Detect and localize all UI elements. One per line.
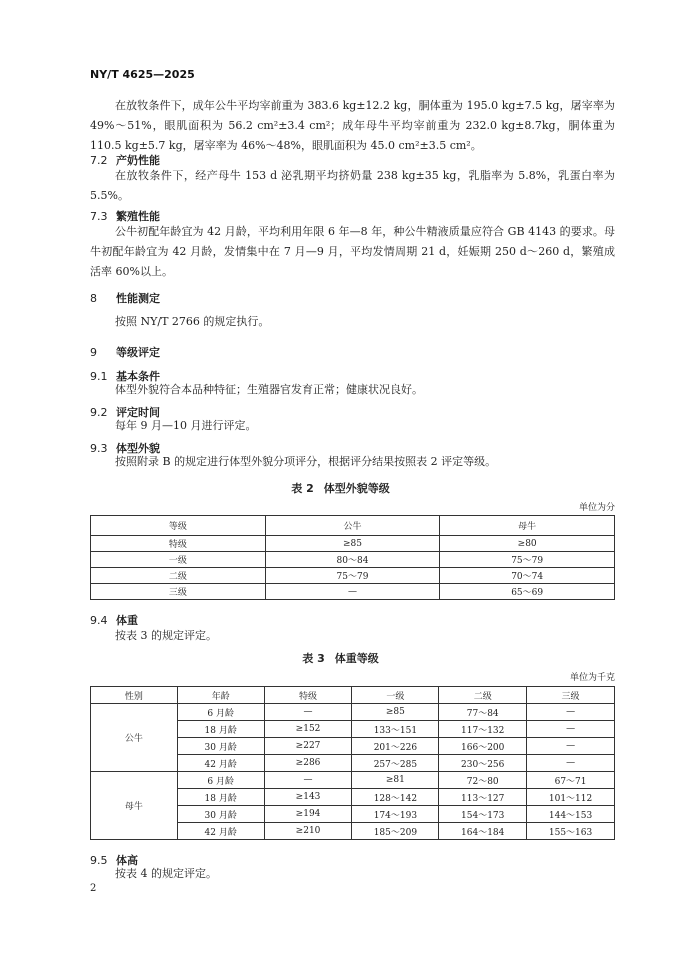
paragraph-milk-performance: 在放牧条件下，经产母牛 153 d 泌乳期平均挤奶量 238 kg±35 kg，乳脂率为 5.8%，乳蛋白率为 5.5%。 [90, 169, 615, 202]
table-row [91, 552, 615, 568]
paragraph-evaluation-time: 每年 9 月—10 月进行评定。 [115, 419, 257, 432]
table-cell: — [264, 772, 352, 789]
table-cell: 75～79 [440, 552, 615, 568]
paragraph-body-height: 按表 4 的规定评定。 [115, 867, 217, 880]
table-cell: 6 月龄 [177, 704, 264, 721]
table-cell: ≥143 [264, 789, 352, 806]
table-cell: 257～285 [352, 755, 439, 772]
table-cell: — [264, 704, 352, 721]
table-title: 体型外貌等级 [323, 482, 390, 495]
table-2-conformation-grades [90, 515, 615, 600]
page-number: 2 [90, 883, 97, 894]
header-cell: 一级 [352, 687, 439, 704]
header-cell: 母牛 [440, 516, 615, 536]
table-row [91, 536, 615, 552]
paragraph-basic-conditions: 体型外貌符合本品种特征；生殖器官发育正常；健康状况良好。 [115, 383, 423, 396]
table-cell: 128～142 [352, 789, 439, 806]
table-cell: 30 月龄 [177, 738, 264, 755]
table-cell: 201～226 [352, 738, 439, 755]
table-cell: ≥81 [352, 772, 439, 789]
table-cell: 75～79 [265, 568, 440, 584]
table-number: 表 2 [291, 482, 314, 495]
table-cell: 二级 [91, 568, 266, 584]
section-title: 体重 [116, 614, 138, 627]
header-cell: 特级 [264, 687, 352, 704]
heading-8 [90, 290, 160, 306]
table-cell: — [527, 704, 615, 721]
section-number: 7.3 [90, 210, 108, 223]
table-cell: 155～163 [527, 823, 615, 840]
table-row [91, 772, 615, 789]
paragraph-performance-test: 按照 NY/T 2766 的规定执行。 [115, 315, 270, 328]
table-cell: ≥85 [352, 704, 439, 721]
paragraph-body-weight: 按表 3 的规定评定。 [115, 629, 217, 642]
section-title: 基本条件 [116, 370, 160, 383]
table-cell: ≥286 [264, 755, 352, 772]
table-cell: 72～80 [439, 772, 527, 789]
table-title: 体重等级 [334, 652, 379, 665]
table-cell: 42 月龄 [177, 755, 264, 772]
table-header-row [91, 516, 615, 536]
table-cell: ≥227 [264, 738, 352, 755]
table-cell: 80～84 [265, 552, 440, 568]
paragraph-slaughter-performance: 在放牧条件下，成年公牛平均宰前重为 383.6 kg±12.2 kg，胴体重为 195.0 kg±7.5 kg，屠宰率为 49%～51%，眼肌面积为 56.2 cm²±3.4 cm²；成年母牛平均宰前重为 232.0 kg±8.7kg，胴体重为 110.5 kg±5.7 kg，屠宰率为 46%～48%，眼肌面积为 45.0 cm²±3.5 cm²。 [90, 99, 615, 152]
table-row [91, 584, 615, 600]
table-cell: ≥210 [264, 823, 352, 840]
sex-cell: 公牛 [91, 704, 178, 772]
heading-9 [90, 344, 160, 360]
section-number: 9 [90, 346, 97, 359]
table-cell: 133～151 [352, 721, 439, 738]
header-cell: 性别 [91, 687, 178, 704]
section-number: 9.1 [90, 370, 108, 383]
header-cell: 公牛 [265, 516, 440, 536]
section-title: 性能测定 [116, 292, 160, 305]
table-cell: 18 月龄 [177, 789, 264, 806]
section-title: 产奶性能 [116, 154, 160, 167]
section-number: 9.3 [90, 442, 108, 455]
table-2-unit: 单位为分 [578, 503, 615, 513]
table-cell: ≥85 [265, 536, 440, 552]
section-number: 9.4 [90, 614, 108, 627]
table-cell: ≥80 [440, 536, 615, 552]
table-cell: 101～112 [527, 789, 615, 806]
section-number: 8 [90, 292, 97, 305]
section-number: 7.2 [90, 154, 108, 167]
table-row [91, 704, 615, 721]
header-cell: 三级 [527, 687, 615, 704]
table-cell: 166～200 [439, 738, 527, 755]
table-cell: 154～173 [439, 806, 527, 823]
table-cell: 42 月龄 [177, 823, 264, 840]
table-cell: 30 月龄 [177, 806, 264, 823]
table-2-caption [0, 480, 681, 496]
table-cell: — [527, 755, 615, 772]
table-3-weight-grades [90, 686, 615, 840]
table-cell: 65～69 [440, 584, 615, 600]
sex-cell: 母牛 [91, 772, 178, 840]
table-cell: 70～74 [440, 568, 615, 584]
paragraph-body-conformation: 按照附录 B 的规定进行体型外貌分项评分，根据评分结果按照表 2 评定等级。 [115, 455, 497, 468]
table-cell: 6 月龄 [177, 772, 264, 789]
table-row [91, 568, 615, 584]
table-cell: 一级 [91, 552, 266, 568]
table-cell: — [527, 738, 615, 755]
section-title: 体高 [116, 854, 138, 867]
section-title: 等级评定 [116, 346, 160, 359]
header-cell: 二级 [439, 687, 527, 704]
table-number: 表 3 [302, 652, 325, 665]
table-cell: 185～209 [352, 823, 439, 840]
table-cell: ≥194 [264, 806, 352, 823]
paragraph-reproduction: 公牛初配年龄宜为 42 月龄，平均利用年限 6 年—8 年，种公牛精液质量应符合 GB 4143 的要求。母牛初配年龄宜为 42 月龄，发情集中在 7 月—9 月，平均发情周期 21 d，妊娠期 250 d～260 d，繁殖成活率 60%以上。 [90, 225, 615, 278]
table-cell: ≥152 [264, 721, 352, 738]
section-number: 9.5 [90, 854, 108, 867]
header-cell: 等级 [91, 516, 266, 536]
table-cell: 144～153 [527, 806, 615, 823]
table-cell: 67～71 [527, 772, 615, 789]
table-cell: 77～84 [439, 704, 527, 721]
table-cell: 174～193 [352, 806, 439, 823]
section-title: 评定时间 [116, 406, 160, 419]
header-cell: 年龄 [177, 687, 264, 704]
table-cell: 117～132 [439, 721, 527, 738]
table-cell: 特级 [91, 536, 266, 552]
table-3-caption [0, 650, 681, 666]
section-title: 繁殖性能 [116, 210, 160, 223]
table-cell: — [265, 584, 440, 600]
section-number: 9.2 [90, 406, 108, 419]
section-title: 体型外貌 [116, 442, 160, 455]
table-3-unit: 单位为千克 [569, 673, 615, 683]
table-cell: 三级 [91, 584, 266, 600]
table-header-row [91, 687, 615, 704]
table-cell: 113～127 [439, 789, 527, 806]
table-cell: 164～184 [439, 823, 527, 840]
document-code-header: NY/T 4625—2025 [90, 68, 195, 81]
table-cell: 230～256 [439, 755, 527, 772]
table-cell: 18 月龄 [177, 721, 264, 738]
table-cell: — [527, 721, 615, 738]
